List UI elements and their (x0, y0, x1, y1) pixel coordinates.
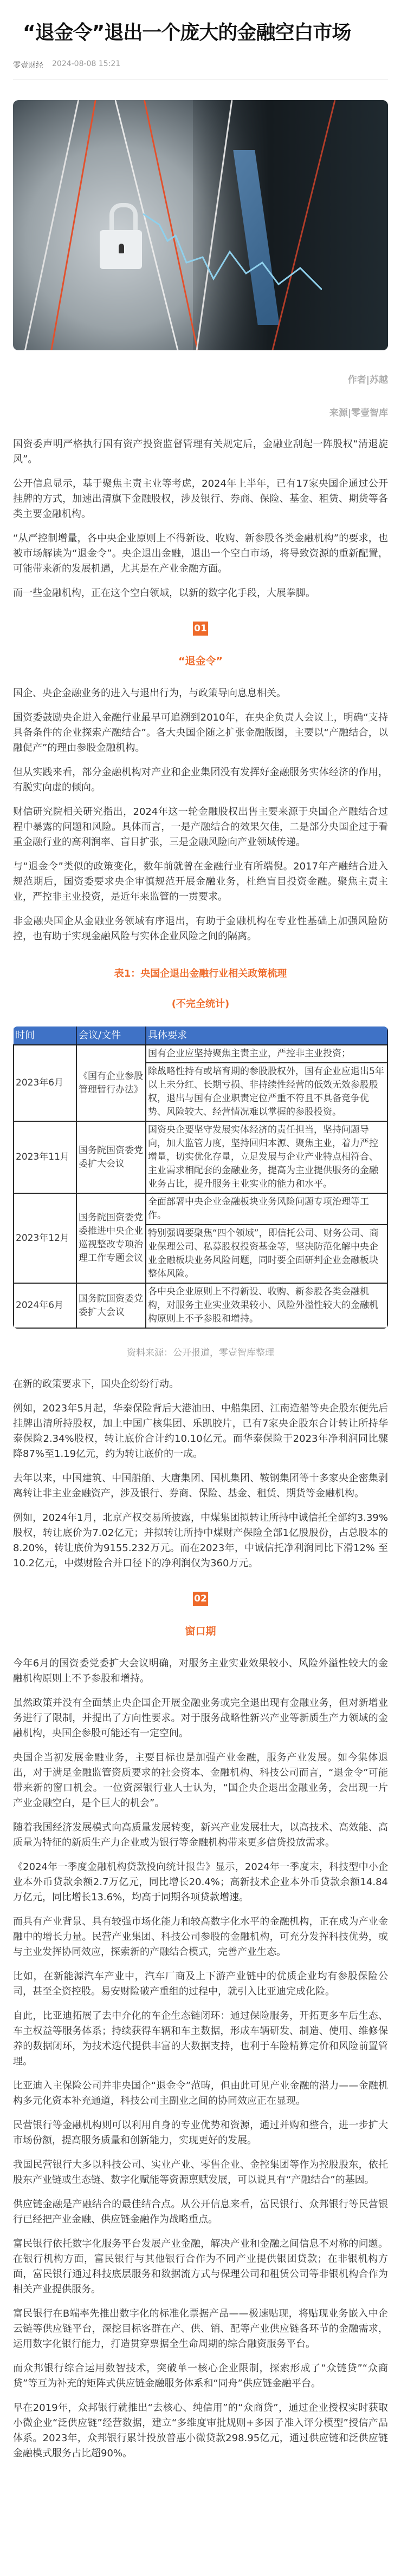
paragraph: 例如，2024年1月，北京产权交易所披露，中煤集团拟转让所持中诚信托全部约3.39%股权，转让底价为7.02亿元；并拟转让所持中煤财产保险全部1亿股股份，占总股本的8.20%，转让底价为9155.232万元。而在2023年，中诚信托净利润同比下滑12% 至10.2亿元，中煤财险合并口径下的净利润仅为360万元。 (13, 1512, 388, 1569)
column-header-time: 时间 (14, 1027, 76, 1045)
table-row (14, 1283, 387, 1328)
cell-time: 2023年6月 (14, 1045, 76, 1121)
cell-meeting: 《国有企业参股管理暂行办法》 (76, 1045, 146, 1121)
publisher-link[interactable]: 零壹财经 (13, 61, 43, 70)
paragraph: 比如，在新能源汽车产业中，汽车厂商及上下游产业链中的优质企业均有参股保险公司，甚至全资控股。易安财险破产重组的过程中，就引入比亚迪完成化险。 (13, 1971, 388, 1997)
paragraph: 在新的政策要求下，国央企纷纷行动。 (13, 1378, 179, 1390)
paragraph: 去年以来，中国建筑、中国船舶、大唐集团、国机集团、鞍钢集团等十多家央企密集剥离转让非主业金融资产，涉及银行、券商、保险、基金、租赁、期货等金融机构。 (13, 1473, 388, 1499)
paragraph: 公开信息显示，基于聚焦主责主业等考虑，2024年上半年，已有17家央国企通过公开挂牌的方式，加速出清旗下金融股权，涉及银行、券商、保险、基金、租赁、期货等各类主要金融机构。 (13, 478, 388, 520)
section-2-body (13, 1656, 388, 2461)
hero-image-padlock-finance (13, 100, 388, 350)
paragraph: 今年6月的国资委党委扩大会议明确，对服务主业实业效果较小、风险外溢性较大的金融机构原则上不予参股和增持。 (13, 1658, 388, 1684)
paragraph: 而具有产业背景、具有较强市场化能力和较高数字化水平的金融机构，正在成为产业金融中的增长力量。民营产业集团、科技公司参股的金融机构，可充分发挥科技优势，或与主业发挥协同效应，探索新的产融结合模式，完善产业生态。 (13, 1916, 388, 1958)
cell-requirement: 全面部署中央企业金融板块业务风险问题专项治理等工作。 (146, 1193, 387, 1225)
paragraph: 我国民营银行大多以科技公司、实业产业、零售企业、金控集团等作为控股股东，依托股东产业链或生态链、数字化赋能等资源禀赋发展，可以说具有“产融结合”的基因。 (13, 2159, 388, 2186)
article-meta (13, 60, 388, 70)
table-source-note: 资料来源：公开报道，零壹智库整理 (127, 1348, 274, 1358)
table-row (14, 1121, 387, 1193)
table-caption: 表1：央国企退出金融行业相关政策梳理 (114, 968, 287, 979)
paragraph: 民营银行等金融机构则可以利用自身的专业优势和资源，通过并购和整合，进一步扩大市场份额，提高服务质量和创新能力，实现更好的发展。 (13, 2120, 388, 2146)
paragraph: 早在2019年，众邦银行就推出“去核心、纯信用”的“众商贷”，通过企业授权实时获取小微企业“泛供应链”经营数据，建立“多维度审批规则+多因子准入评分模型”授信产品体系。2023年，众邦银行累计投放普惠小微贷款298.95亿元，通过供应链和泛供应链金融模式服务占比超90%。 (13, 2402, 388, 2459)
table-row (14, 1045, 387, 1063)
paragraph: 虽然政策并没有全面禁止央企国企开展金融业务或完全退出现有金融业务，但对新增业务进行了限制，并提出了方向性要求。对于服务战略性新兴产业等新质生产力领域的金融机构，央国企参股可能还有一定空间。 (13, 1697, 388, 1739)
table-subcaption: (不完全统计) (171, 998, 230, 1010)
cell-requirement: 国有企业应坚持聚焦主责主业，严控非主业投资； (146, 1045, 387, 1063)
cell-requirement: 特别强调要聚焦“四个领域”，即信托公司、财务公司、商业保理公司、私募股权投资基金等，坚决防范化解中央企业金融板块业务风险问题，同时要全面研判企业金融板块整体风险。 (146, 1225, 387, 1283)
paragraph: 《2024年一季度金融机构贷款投向统计报告》显示，2024年一季度末，科技型中小企业本外币贷款余额2.7万亿元，同比增长20.4%；高新技术企业本外币贷款余额14.84万亿元，同比增长13.6%，均高于同期各项贷款增速。 (13, 1861, 388, 1903)
section-number-badge: 02 (193, 1592, 208, 1606)
cell-time: 2023年11月 (14, 1121, 76, 1193)
divider (13, 79, 388, 80)
paragraph: 国资委声明严格执行国有资产投资监督管理有关规定后，金融业刮起一阵股权“清退旋风”。 (13, 439, 388, 465)
section-title: “退金令” (178, 655, 223, 667)
article-title: “退金令”退出一个庞大的金融空白市场 (23, 22, 351, 44)
section-1-body-continued (13, 1377, 388, 1571)
chart-line-graphic (143, 203, 322, 295)
section-title: 窗口期 (185, 1625, 216, 1637)
intro-section (13, 437, 388, 601)
cell-time: 2023年12月 (14, 1193, 76, 1283)
cell-meeting: 国务院国资委党委推进中央企业巡视整改专项治理工作专题会议 (76, 1193, 146, 1283)
paragraph: 而众邦银行综合运用数智技术，突破单一核心企业限制，探索形成了“众链贷”“众商贷”等互为补充的矩阵式供应链金融服务体系和“同舟”供应链金融平台。 (13, 2363, 388, 2389)
paragraph: 富民银行依托数字化服务平台发展产业金融，解决产业和金融之间信息不对称的问题。在银行机构方面，富民银行与其他银行合作为不同产业提供银团贷款；在非银机构方面，富民银行通过科技底层服务和数据流方式与保理公司和租赁公司等非银机构合作为相关产业提供服务。 (13, 2238, 388, 2295)
cell-meeting: 国务院国资委党委扩大会议 (76, 1121, 146, 1193)
source: 来源|零壹智库 (329, 408, 388, 419)
cell-meeting: 国务院国资委党委扩大会议 (76, 1283, 146, 1328)
cell-requirement: 除战略性持有或培育期的参股股权外，国有企业应退出5年以上未分红、长期亏损、非持续性经营的低效无效参股股权，退出与国有企业职责定位严重不符且不具备竞争优势、风险较大、经营情况难以掌握的参股投资。 (146, 1063, 387, 1121)
paragraph: 国企、央企金融业务的进入与退出行为，与政策导向息息相关。 (13, 688, 286, 699)
author: 作者|苏越 (347, 375, 388, 385)
paragraph: “从严控制增量，各中央企业原则上不得新设、收购、新参股各类金融机构”的要求，也被市场解读为“退金令”。央企退出金融，退出一个空白市场，将导致资源的重新配置，可能带来新的发展机遇，尤其是在产业金融方面。 (13, 533, 388, 574)
paragraph: 非金融央国企从金融业务领域有序退出，有助于金融机构在专业性基础上加强风险防控，也有助于实现金融风险与实体企业风险之间的隔离。 (13, 916, 388, 942)
policy-table (13, 1027, 388, 1329)
paragraph: 比亚迪入主保险公司并非央国企“退金令”范畴，但由此可见产业金融的潜力——金融机构多元化资本补充通道，科技公司主副业之间的协同效应正在显现。 (13, 2080, 388, 2107)
paragraph: 例如，2023年5月起，华泰保险背后大港油田、中船集团、江南造船等央企股东便先后挂牌出清所持股权，加上中国广核集团、乐凯胶片，已有7家央企股东合计转让所持华泰保险2.34%股权，转让底价合计约10.10亿元。而华泰保险于2023年净利润同比骤降87%至1.19亿元，约为转让底价的一成。 (13, 1403, 388, 1460)
paragraph: 富民银行在B端率先推出数字化的标准化票据产品——极速贴现，将贴现业务嵌入中企云链等供应链平台，深挖目标客群在产、供、销、配等产业供应链各环节的金融需求，运用数字化银行能力，打造贯穿票据全生命周期的综合融资服务平台。 (13, 2308, 388, 2350)
paragraph: 但从实践来看，部分金融机构对产业和企业集团没有发挥好金融服务实体经济的作用，有脱实向虚的倾向。 (13, 767, 388, 793)
cell-time: 2024年6月 (14, 1283, 76, 1328)
paragraph: 供应链金融是产融结合的最佳结合点。从公开信息来看，富民银行、众邦银行等民营银行已经把产业金融、供应链金融作为战略重点。 (13, 2199, 388, 2225)
paragraph: 国资委鼓励央企进入金融行业最早可追溯到2010年，在央企负责人会议上，明确“支持具备条件的企业探索产融结合”。各大央国企随之扩张金融版图，主要以“产融结合，以融促产”的理由参股金融机构。 (13, 712, 388, 754)
section-1-body (13, 686, 388, 944)
paragraph: 自此，比亚迪拓展了去中介化的车企生态链闭环：通过保险服务，开拓更多车后生态、车主权益等服务体系；持续获得车辆和车主数据，形成车辆研发、制造、使用、维修保养的数据闭环，为技术迭代提供丰富的大数据支持，也利于车险精算定价和风险前置管理。 (13, 2010, 388, 2067)
publish-date: 2024-08-08 15:21 (52, 60, 121, 68)
section-number-badge: 01 (193, 622, 208, 636)
column-header-meeting: 会议/文件 (76, 1027, 146, 1045)
cell-requirement: 各中央企业原则上不得新设、收购、新参股各类金融机构，对服务主业实业效果较小、风险外溢性较大的金融机构原则上不予参股和增持。 (146, 1283, 387, 1328)
table-row (14, 1193, 387, 1225)
paragraph: 与“退金令”类似的政策变化，数年前就曾在金融行业有所端倪。2017年产融结合进入规范期后，国资委要求央企审慎规范开展金融业务，杜绝盲目投资金融。聚焦主责主业，严控非主业投资，是近年来监管的一贯要求。 (13, 861, 388, 903)
column-header-requirements: 具体要求 (146, 1027, 387, 1045)
cell-requirement: 国资央企要坚守发展实体经济的责任担当，坚持问题导向，加大监管力度，坚持回归本源、聚焦主业，着力严控增量，切实优化存量，立足发展与企业产业特点相符合、主业需求相配套的金融业务，提高为主业提供服务的金融业务占比，提升服务主业实业的能力和水平。 (146, 1121, 387, 1193)
paragraph: 随着我国经济发展模式向高质量发展转变，新兴产业发展壮大，以高技术、高效能、高质量为特征的新质生产力企业或为银行等金融机构带来更多信贷投放需求。 (13, 1822, 388, 1848)
paragraph: 财信研究院相关研究指出，2024年这一轮金融股权出售主要来源于央国企产融结合过程中暴露的问题和风险。具体而言，一是产融结合的效果欠佳，二是部分央国企过于看重金融行业的高利润率、盲目扩张，三是金融风险向产业领域传递。 (13, 806, 388, 848)
paragraph: 而一些金融机构，正在这个空白领域，以新的数字化手段，大展拳脚。 (13, 587, 315, 599)
paragraph: 央国企当初发展金融业务，主要目标也是加强产业金融，服务产业发展。如今集体退出，对于满足金融监管资质要求的社会资本、金融机构、科技公司而言，“退金令”可能带来新的窗口机会。一位资深银行业人士认为，“国企央企退出金融业务，会出现一片产业金融空白，是个巨大的机会”。 (13, 1752, 388, 1809)
